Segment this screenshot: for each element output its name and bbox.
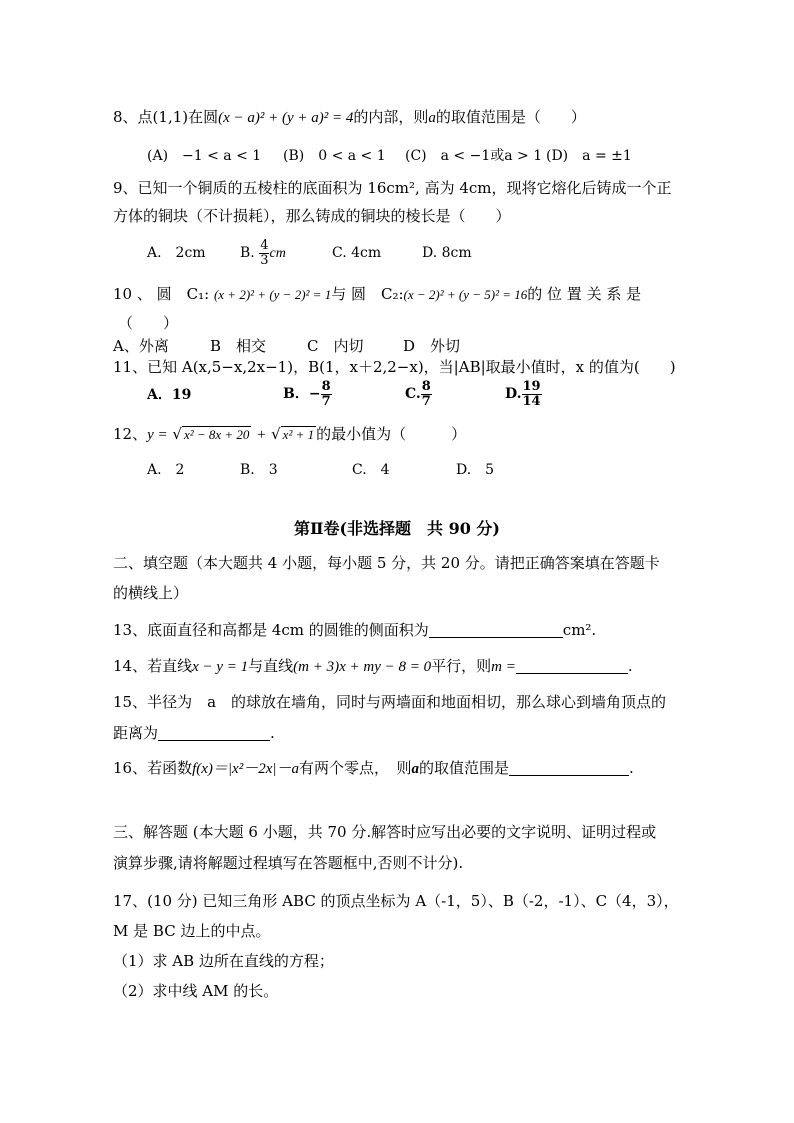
q9-option-a: A. 2cm xyxy=(147,245,206,261)
q11-option-b-fraction: $\frac{8}{7}$ xyxy=(321,378,331,409)
q16-answer-blank xyxy=(509,759,629,776)
q9-option-c: C. 4cm xyxy=(332,245,382,261)
q17-line-1: 17、(10 分) 已知三角形 ABC 的顶点坐标为 A（-1，5）、B（-2，-1）、C（4，3）， xyxy=(113,892,679,910)
q11-option-a: A．19 xyxy=(147,387,192,403)
q11-option-c-fraction: $\frac{8}{7}$ xyxy=(421,378,431,409)
q15-line-1: 15、半径为 a 的球放在墙角，同时与两墙面和地面相切，那么球心到墙角顶点的 xyxy=(113,693,667,711)
q9-line-2: 方体的铜块（不计损耗），那么铸成的铜块的棱长是（ ） xyxy=(113,207,511,225)
q11-stem: 11、已知 A(x,5−x,2x−1)，B(1，x＋2,2−x)，当|AB|取最小值时，x 的值为( ) xyxy=(113,358,676,376)
q12-option-a: A. 2 xyxy=(147,462,185,478)
q15-answer-blank xyxy=(158,724,270,741)
q10-line-2: （ ） xyxy=(118,314,179,332)
q11-option-b: B．− $\frac{8}{7}$ xyxy=(283,378,331,409)
q9-option-b-fraction: $\frac{4}{3}$ xyxy=(260,237,269,268)
q10-option-a: A、外离 xyxy=(113,337,169,355)
q12-option-b: B. 3 xyxy=(240,462,278,478)
q10-stem: 10 、 圆 C₁: (x + 2)² + (y − 2)² = 1与 圆 C₂:(x − 2)² + (y − 5)² = 16的 位 置 关 系 是 xyxy=(113,285,642,303)
q8-option-b: (B) 0 < a < 1 xyxy=(283,148,386,164)
q15-line-2: 距离为 . xyxy=(113,724,275,742)
q12-option-d: D. 5 xyxy=(456,462,495,478)
q9-option-d: D. 8cm xyxy=(422,245,472,261)
section-2-instructions-1: 二、填空题（本大题共 4 小题，每小题 5 分，共 20 分。请把正确答案填在答题卡 xyxy=(113,554,660,572)
q9-option-b: B. $\frac{4}{3}$ cm xyxy=(240,237,286,268)
q10-option-b: B 相交 xyxy=(210,337,267,355)
q10-option-c: C 内切 xyxy=(307,337,364,355)
q8-option-a: (A) −1 < a < 1 xyxy=(147,148,262,164)
q17-line-2: M 是 BC 边上的中点。 xyxy=(113,922,271,940)
section-3-instructions-2: 演算步骤,请将解题过程填写在答题框中,否则不计分). xyxy=(113,854,464,872)
q11-option-c: C. $\frac{8}{7}$ xyxy=(405,378,431,409)
q11-option-d: D. $\frac{19}{14}$ xyxy=(505,378,541,409)
q16-stem: 16、若函数f(x)＝|x²－2x|－a有两个零点， 则a的取值范围是 . xyxy=(113,759,634,777)
section-2-title: 第Ⅱ卷(非选择题 共 90 分) xyxy=(293,519,501,538)
q17-subquestion-1: （1）求 AB 边所在直线的方程； xyxy=(113,952,334,970)
q12-radical-2: x² + 1 xyxy=(282,427,315,442)
q14-stem: 14、若直线x − y = 1与直线(m + 3)x + my − 8 = 0平行，则m = . xyxy=(113,657,633,675)
q13-stem: 13、底面直径和高都是 4cm 的圆锥的侧面积为 cm². xyxy=(113,621,597,639)
q8-option-c: (C) a < −1或a > 1 xyxy=(405,148,543,164)
q8-stem: 8、点(1,1)在圆(x − a)² + (y + a)² = 4的内部，则a的取值范围是（ ） xyxy=(113,108,586,126)
q11-option-d-fraction: $\frac{19}{14}$ xyxy=(522,378,541,409)
q10-option-d: D 外切 xyxy=(403,337,461,355)
q12-option-c: C. 4 xyxy=(352,462,390,478)
q9-line-1: 9、已知一个铜质的五棱柱的底面积为 16cm², 高为 4cm，现将它熔化后铸成一个正 xyxy=(113,179,672,197)
q12-radical-1: x² − 8x + 20 xyxy=(183,427,250,442)
q8-option-d: (D) a = ±1 xyxy=(546,148,632,164)
q17-subquestion-2: （2）求中线 AM 的长。 xyxy=(113,982,279,1000)
q14-answer-blank xyxy=(516,657,628,674)
section-2-instructions-2: 的横线上） xyxy=(113,584,189,602)
q12-stem: 12、y = √ x² − 8x + 20 + √ x² + 1 的最小值为（ ） xyxy=(113,425,467,443)
section-3-instructions-1: 三、解答题 (本大题 6 小题，共 70 分.解答时应写出必要的文字说明、证明过程或 xyxy=(113,823,657,841)
q13-answer-blank xyxy=(429,621,563,638)
